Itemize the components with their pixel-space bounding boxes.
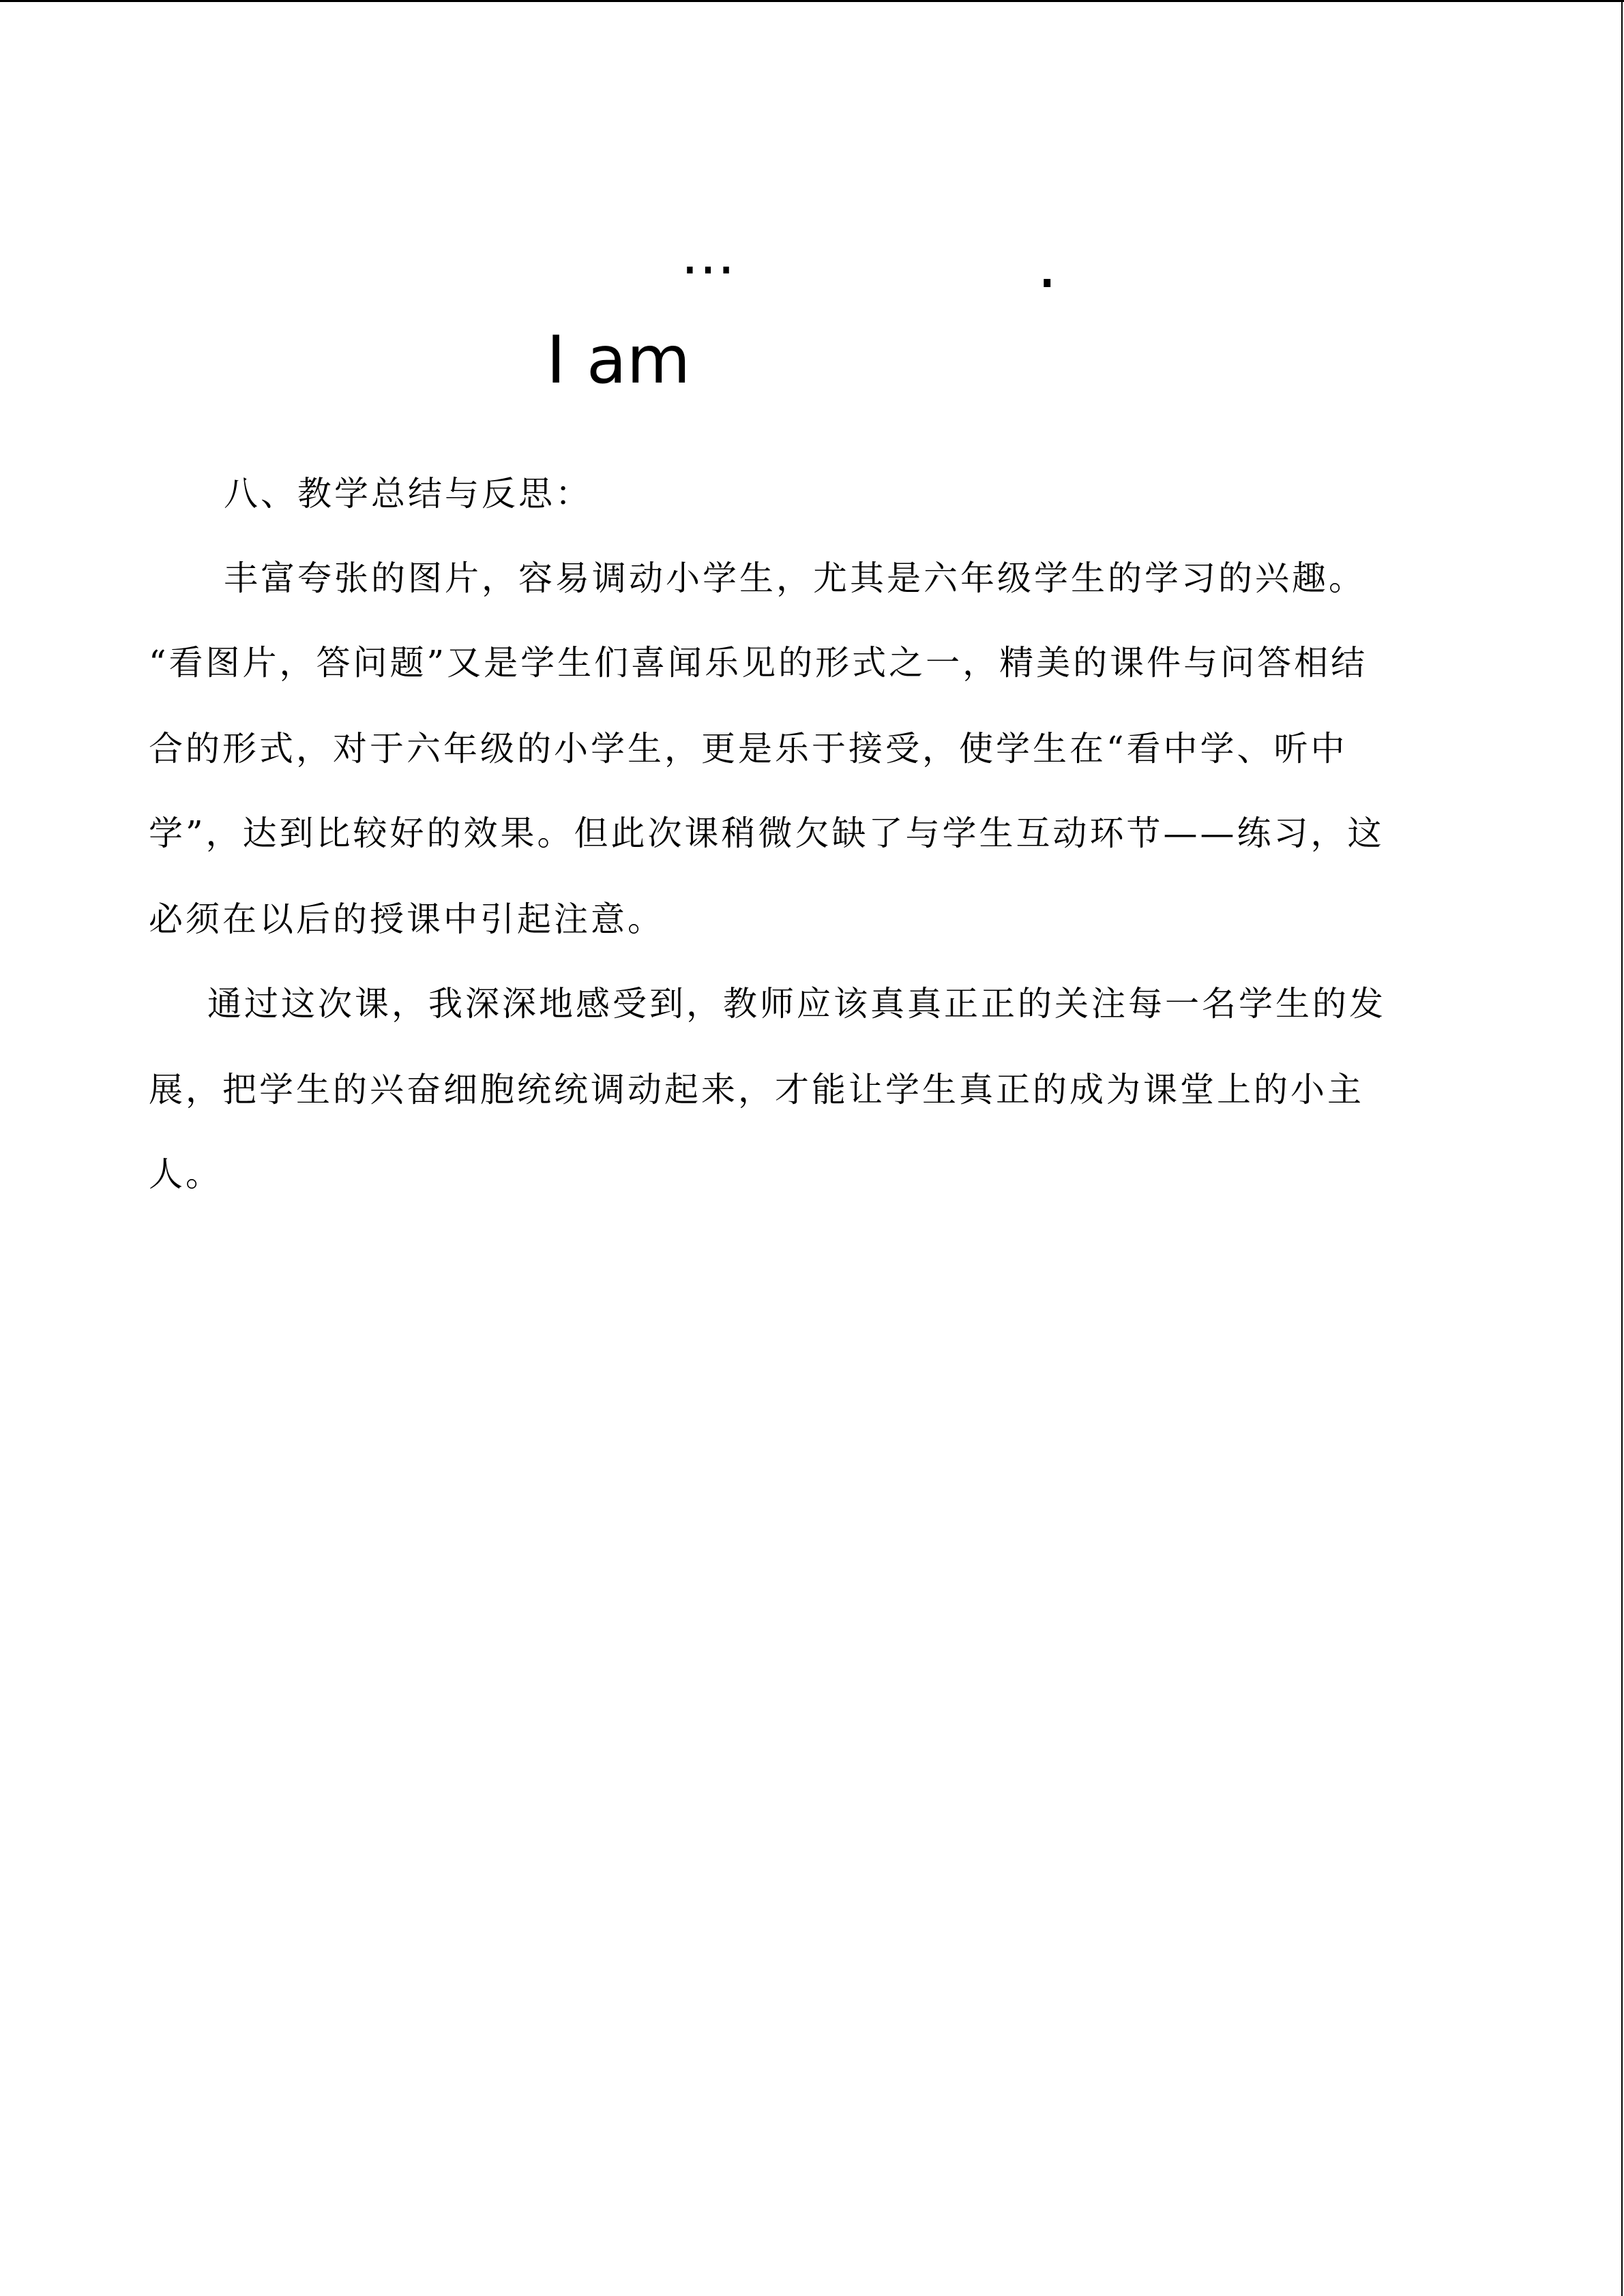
paragraph-line: “看图片，答问题”又是学生们喜闻乐见的形式之一，精美的课件与问答相结: [149, 643, 1368, 683]
title-heading: [505, 217, 1323, 398]
title-prefix: I am: [546, 322, 691, 398]
paragraph-line: 通过这次课，我深深地感受到，教师应该真真正正的关注每一名学生的发: [207, 984, 1386, 1024]
paragraph-line: 合的形式，对于六年级的小学生，更是乐于接受，使学生在“看中学、听中: [149, 729, 1348, 769]
page-top-border: [0, 0, 1624, 2]
page-right-border: [1621, 0, 1623, 2296]
paragraph-line: 展，把学生的兴奋细胞统统调动起来，才能让学生真正的成为课堂上的小主: [149, 1070, 1364, 1109]
section-heading: 八、教学总结与反思：: [224, 474, 592, 513]
title-ellipsis: …: [681, 223, 735, 286]
title-end-period: .: [1037, 226, 1058, 303]
paragraph-line: 人。: [149, 1154, 222, 1194]
paragraph-line: 丰富夸张的图片，容易调动小学生，尤其是六年级学生的学习的兴趣。: [224, 558, 1365, 598]
paragraph-line: 学”，达到比较好的效果。但此次课稍微欠缺了与学生互动环节——练习，这: [149, 814, 1385, 853]
paragraph-line: 必须在以后的授课中引起注意。: [149, 899, 664, 939]
